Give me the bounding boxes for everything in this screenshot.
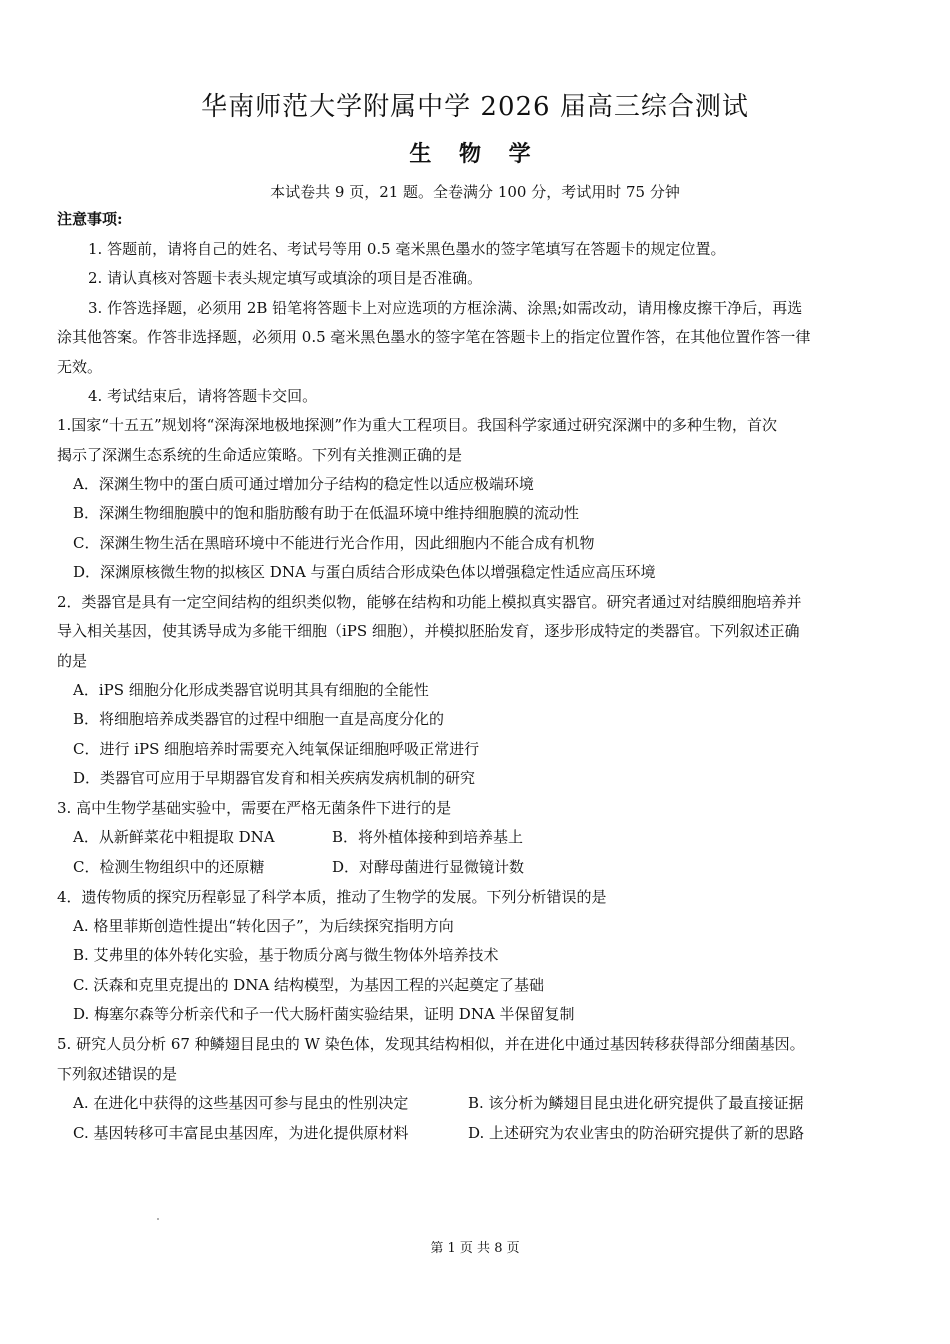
question-2-option-a: A．iPS 细胞分化形成类器官说明其具有细胞的全能性 — [73, 681, 429, 699]
question-3-option-b: B．将外植体接种到培养基上 — [332, 828, 524, 846]
notice-item: 4. 考试结束后，请将答题卡交回。 — [88, 387, 318, 405]
page-number: 第 1 页 共 8 页 — [430, 1241, 520, 1256]
question-1-option-b: B．深渊生物细胞膜中的饱和脂肪酸有助于在低温环境中维持细胞膜的流动性 — [73, 504, 580, 522]
notice-item-cont: 无效。 — [57, 358, 103, 376]
question-2-option-c: C．进行 iPS 细胞培养时需要充入纯氧保证细胞呼吸正常进行 — [73, 740, 480, 758]
question-3-option-c: C．检测生物组织中的还原糖 — [73, 858, 265, 876]
notice-item: 2. 请认真核对答题卡表头规定填写或填涂的项目是否准确。 — [88, 269, 483, 287]
question-5-option-d: D. 上述研究为农业害虫的防治研究提供了新的思路 — [468, 1124, 805, 1142]
question-4-option-d: D. 梅塞尔森等分析亲代和子一代大肠杆菌实验结果，证明 DNA 半保留复制 — [73, 1005, 575, 1023]
question-2-stem: 2．类器官是具有一定空间结构的组织类似物，能够在结构和功能上模拟真实器官。研究者通过对结膜细胞培养并 — [57, 593, 802, 611]
exam-title: 华南师范大学附属中学 2026 届高三综合测试 — [201, 92, 749, 122]
question-5-option-b: B. 该分析为鳞翅目昆虫进化研究提供了最直接证据 — [468, 1094, 804, 1112]
question-2-option-d: D．类器官可应用于早期器官发育和相关疾病发病机制的研究 — [73, 769, 476, 787]
notice-item: 1. 答题前，请将自己的姓名、考试号等用 0.5 毫米黑色墨水的签字笔填写在答题卡的规定位置。 — [88, 240, 726, 258]
stray-dot — [157, 1218, 159, 1220]
question-3-stem: 3. 高中生物学基础实验中，需要在严格无菌条件下进行的是 — [57, 799, 452, 817]
notice-heading: 注意事项: — [57, 210, 123, 228]
question-5-option-c: C. 基因转移可丰富昆虫基因库，为进化提供原材料 — [73, 1124, 409, 1142]
question-4-stem: 4．遗传物质的探究历程彰显了科学本质，推动了生物学的发展。下列分析错误的是 — [57, 888, 607, 906]
notice-item-cont: 涂其他答案。作答非选择题，必须用 0.5 毫米黑色墨水的签字笔在答题卡上的指定位置作答，在其他位置作答一律 — [57, 328, 811, 346]
question-3-option-d: D．对酵母菌进行显微镜计数 — [332, 858, 525, 876]
question-1-stem: 1.国家“十五五”规划将“深海深地极地探测”作为重大工程项目。我国科学家通过研究深渊中的多种生物，首次 — [57, 416, 777, 434]
question-4-option-c: C. 沃森和克里克提出的 DNA 结构模型，为基因工程的兴起奠定了基础 — [73, 976, 545, 994]
exam-info: 本试卷共 9 页，21 题。全卷满分 100 分，考试用时 75 分钟 — [270, 183, 680, 201]
notice-item: 3. 作答选择题，必须用 2B 铅笔将答题卡上对应选项的方框涂满、涂黑;如需改动，请用橡皮擦干净后，再选 — [88, 299, 803, 317]
question-3-option-a: A．从新鲜菜花中粗提取 DNA — [73, 828, 275, 846]
question-2-option-b: B．将细胞培养成类器官的过程中细胞一直是高度分化的 — [73, 710, 445, 728]
question-4-option-a: A. 格里菲斯创造性提出“转化因子”，为后续探究指明方向 — [73, 917, 454, 935]
question-5-option-a: A. 在进化中获得的这些基因可参与昆虫的性别决定 — [73, 1094, 409, 1112]
question-2-stem: 导入相关基因，使其诱导成为多能干细胞（iPS 细胞），并模拟胚胎发育，逐步形成特定的类器官。下列叙述正确 — [57, 622, 800, 640]
question-1-option-a: A．深渊生物中的蛋白质可通过增加分子结构的稳定性以适应极端环境 — [73, 475, 534, 493]
question-1-option-d: D．深渊原核微生物的拟核区 DNA 与蛋白质结合形成染色体以增强稳定性适应高压环境 — [73, 563, 656, 581]
question-4-option-b: B. 艾弗里的体外转化实验，基于物质分离与微生物体外培养技术 — [73, 946, 499, 964]
subject-title: 生 物 学 — [409, 142, 541, 167]
question-2-stem: 的是 — [57, 652, 88, 670]
question-5-stem: 下列叙述错误的是 — [57, 1065, 178, 1083]
question-1-option-c: C．深渊生物生活在黑暗环境中不能进行光合作用，因此细胞内不能合成有机物 — [73, 534, 595, 552]
question-5-stem: 5. 研究人员分析 67 种鳞翅目昆虫的 W 染色体，发现其结构相似，并在进化中通过基因转移获得部分细菌基因。 — [57, 1035, 805, 1053]
question-1-stem: 揭示了深渊生态系统的生命适应策略。下列有关推测正确的是 — [57, 446, 463, 464]
